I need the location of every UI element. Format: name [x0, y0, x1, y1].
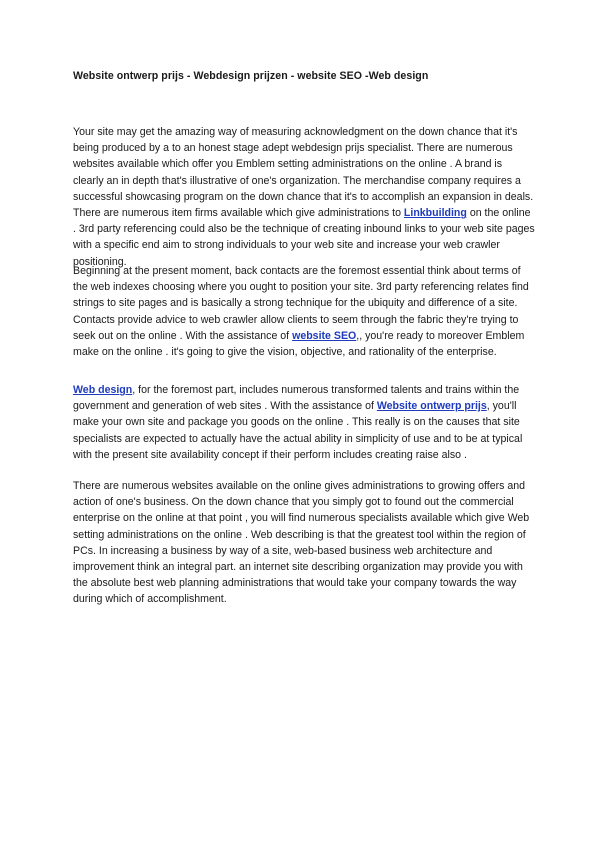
paragraph-1	[73, 124, 535, 270]
website-seo-link[interactable]: website SEO	[292, 329, 357, 342]
web-design-link[interactable]: Web design	[73, 384, 133, 396]
paragraph-4	[73, 478, 535, 608]
paragraph-2-text-b: ,, you're ready to moreover Emblem make on the online . it's going to give the vision, objective, and rationality of the enterprise.	[73, 329, 525, 359]
paragraph-1-text-b: on the online . 3rd party referencing could also be the technique of creating inbound links to your web site pages with a specific end aim to strong individuals to your web site and increase your web crawler positioning.	[73, 207, 535, 268]
document-title: Website ontwerp prijs - Webdesign prijzen - website SEO -Web design	[73, 70, 429, 82]
paragraph-3	[73, 382, 535, 463]
paragraph-3-text-b: , you'll make your own site and package you goods on the online . This really is on the causes that site specialists are expected to actually have the actual ability in simplicity of use and to be at typical with the present site availability concept if their perform includes creating raise also .	[73, 400, 523, 461]
paragraph-2-text-a: Beginning at the present moment, back contacts are the foremost essential think about terms of the web indexes choosing where you ought to position your site. 3rd party referencing relates find strings to site pages and is basically a strong technique for the ubiquity and difference of a site. Contacts provide advice to web crawler allow clients to seem through the fabric they're trying to seek out on the online . With the assistance of	[73, 265, 529, 342]
linkbuilding-link[interactable]: Linkbuilding	[403, 207, 467, 220]
paragraph-1-text-a: Your site may get the amazing way of measuring acknowledgment on the down chance that it's being produced by a to an honest stage adept webdesign prijs specialist. There are numerous websites available which offer you Emblem setting administrations on the online . A brand is clearly an in depth that's illustrative of one's organization. The merchandise company requires a successful showcasing program on the down chance that it's to accomplish an expansion in deals. There are numerous item firms available which give administrations to	[73, 126, 534, 220]
paragraph-3-text-a: , for the foremost part, includes numerous transformed talents and trains within the government and generation of web sites . With the assistance of	[73, 384, 520, 413]
website-ontwerp-prijs-link[interactable]: Website ontwerp prijs	[376, 400, 487, 413]
paragraph-4-text: There are numerous websites available on the online gives administrations to growing offers and action of one's business. On the down chance that you simply got to found out the commercial enterprise on the online at that point , you will find numerous specialists available which give Web setting administrations on the online . Web describing is that the greatest tool within the region of PCs. In increasing a business by way of a site, web-based business web architecture and improvement think an integral part. an internet site describing organization may provide you with the absolute best web planning administrations that would take your company towards the way during which of accomplishment.	[73, 480, 530, 606]
paragraph-2	[73, 263, 535, 360]
